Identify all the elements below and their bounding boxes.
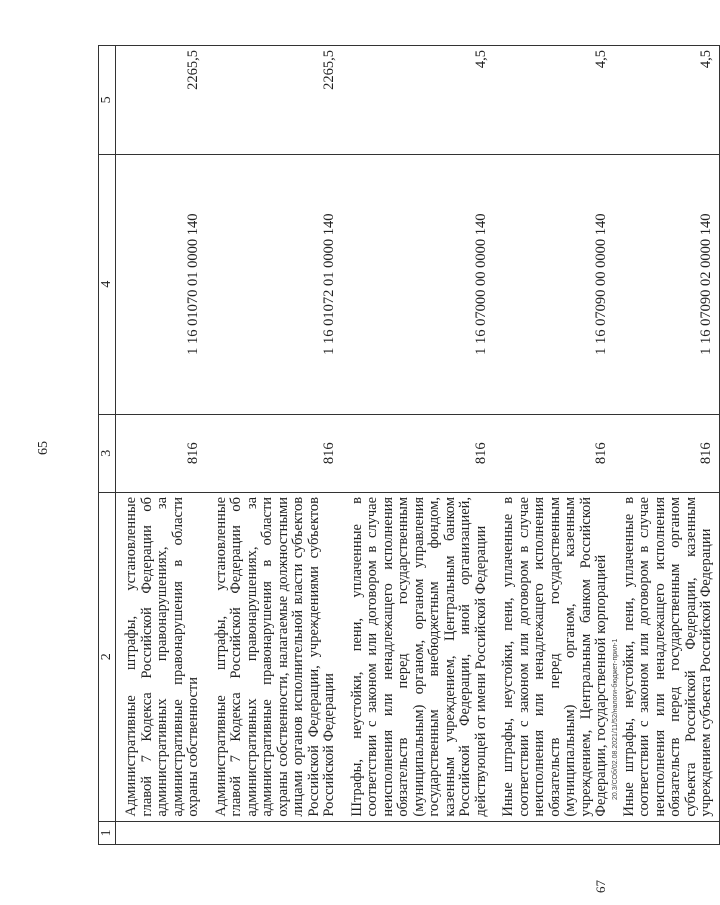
row-description: Административные штрафы, установленные главой 7 Кодекса Российской Федерации об административных правонарушениях, за административные правонарушения в области охраны собственности, налагаемые должностными лицами органов исполнительной власти субъектов Российской Федерации, учреждениями субъектов Российской Федерации bbox=[206, 492, 342, 821]
page-number-bottom: 67 bbox=[593, 880, 608, 893]
page-number-top: 65 bbox=[36, 441, 51, 455]
table-row bbox=[342, 46, 494, 845]
row-description: Иные штрафы, неустойки, пени, уплаченные в соответствии с законом или договором в случае неисполнения или ненадлежащего исполнения обязательств перед государственным органом субъекта Российской Федерации, казенным учреждением субъекта Российской Федерации bbox=[614, 492, 720, 821]
row-kbk-code: 1 16 01070 01 0000 140 bbox=[116, 154, 206, 414]
row-description: Штрафы, неустойки, пени, уплаченные в соответствии с законом или договором в случае неисполнения или ненадлежащего исполнения обязательств перед государственным (муниципальным) органом, органом управления государственным внебюджетным фондом, казенным учреждением, Центральным банком Российской Федерации, иной организацией, действующей от имени Российской Федерации bbox=[342, 492, 494, 821]
header-col-5: 5 bbox=[99, 46, 116, 155]
revenue-table bbox=[98, 45, 720, 845]
row-admin-code: 816 bbox=[614, 414, 720, 492]
header-col-3: 3 bbox=[99, 414, 116, 492]
header-col-4: 4 bbox=[99, 154, 116, 414]
table-row bbox=[493, 46, 614, 845]
row-description: Иные штрафы, неустойки, пени, уплаченные в соответствии с законом или договором в случае неисполнения или ненадлежащего исполнения обязательств перед государственным (муниципальным) органом, казенным учреждением, Центральным банком Российской Федерации, государственной корпорацией bbox=[493, 492, 614, 821]
row-index-cell bbox=[342, 821, 494, 844]
row-kbk-code: 1 16 07090 02 0000 140 bbox=[614, 154, 720, 414]
row-amount: 4,5 bbox=[614, 46, 720, 155]
row-admin-code: 816 bbox=[116, 414, 206, 492]
row-admin-code: 816 bbox=[206, 414, 342, 492]
row-description: Административные штрафы, установленные главой 7 Кодекса Российской Федерации об административных правонарушениях, за административные правонарушения в области охраны собственности bbox=[116, 492, 206, 821]
table-row bbox=[206, 46, 342, 845]
row-amount: 2265,5 bbox=[206, 46, 342, 155]
table-row bbox=[614, 46, 720, 845]
document-stamp: 20.3/СОб/02.08.2021/11/52/налоги-бюджет-прил-1 bbox=[612, 638, 619, 800]
row-index-cell bbox=[116, 821, 206, 844]
row-kbk-code: 1 16 07000 00 0000 140 bbox=[342, 154, 494, 414]
row-kbk-code: 1 16 07090 00 0000 140 bbox=[493, 154, 614, 414]
header-col-1: 1 bbox=[99, 821, 116, 844]
row-amount: 2265,5 bbox=[116, 46, 206, 155]
table-header-row bbox=[99, 46, 116, 845]
row-index-cell bbox=[206, 821, 342, 844]
row-kbk-code: 1 16 01072 01 0000 140 bbox=[206, 154, 342, 414]
header-col-2: 2 bbox=[99, 492, 116, 821]
table-row bbox=[116, 46, 206, 845]
row-amount: 4,5 bbox=[342, 46, 494, 155]
row-amount: 4,5 bbox=[493, 46, 614, 155]
row-index-cell bbox=[493, 821, 614, 844]
row-index-cell bbox=[614, 821, 720, 844]
row-admin-code: 816 bbox=[342, 414, 494, 492]
row-admin-code: 816 bbox=[493, 414, 614, 492]
